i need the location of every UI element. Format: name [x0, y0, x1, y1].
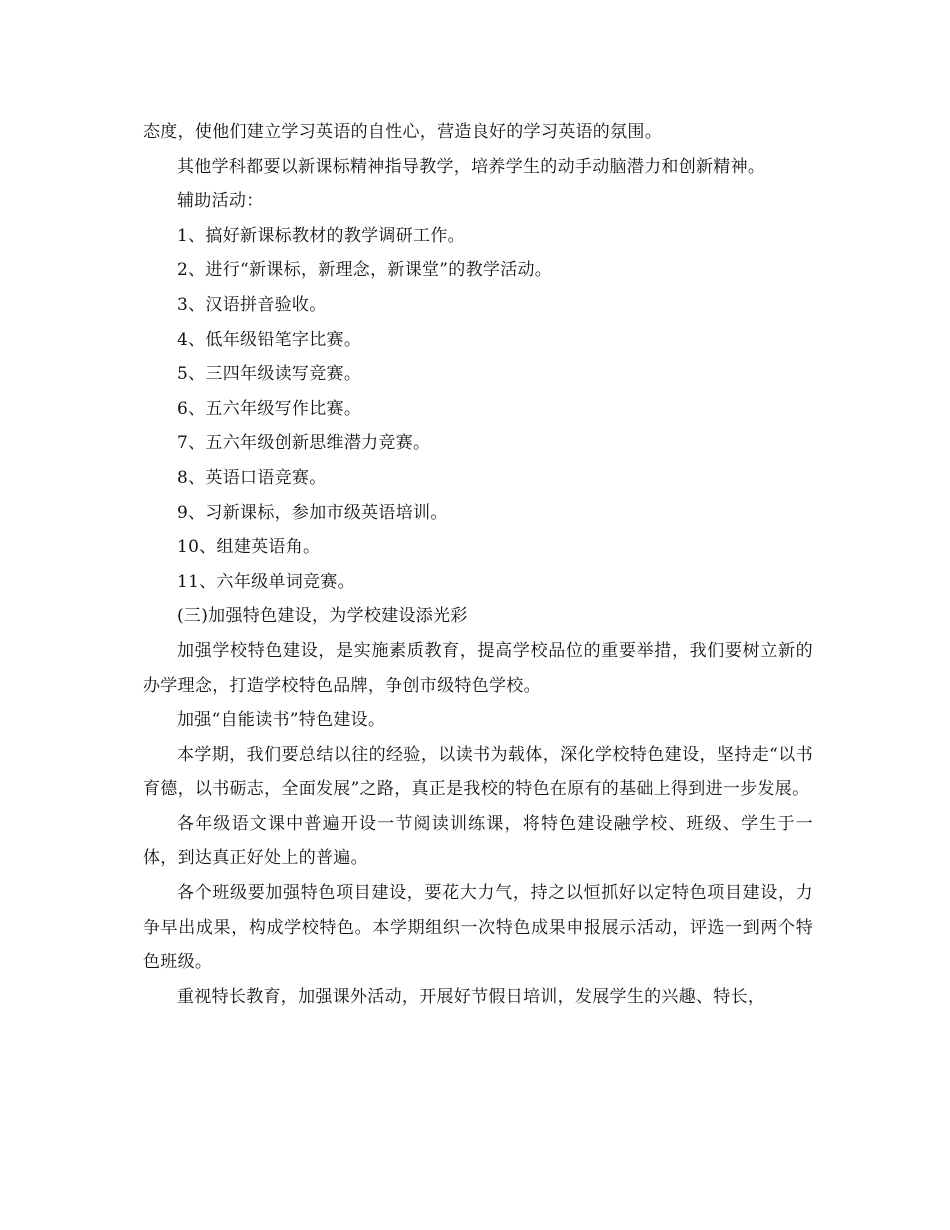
paragraph-5: 本学期，我们要总结以往的经验，以读书为载体，深化学校特色建设，坚持走“以书育德，以书砺志，全面发展”之路，真正是我校的特色在原有的基础上得到进一步发展。 — [143, 744, 813, 800]
list-item-5: 5、三四年级读写竞赛。 — [177, 364, 362, 385]
list-item-2: 2、进行“新课标，新理念，新课堂”的教学活动。 — [177, 260, 553, 281]
section-heading: (三)加强特色建设，为学校建设添光彩 — [177, 606, 468, 627]
paragraph-6: 各年级语文课中普遍开设一节阅读训练课，将特色建设融学校、班级、学生于一体，到达真正好处上的普遍。 — [143, 813, 813, 869]
list-item-7: 7、五六年级创新思维潜力竞赛。 — [177, 433, 431, 454]
list-item-1: 1、搞好新课标教材的教学调研工作。 — [177, 225, 465, 246]
list-item-3: 3、汉语拼音验收。 — [177, 294, 327, 315]
list-item-8: 8、英语口语竞赛。 — [177, 467, 327, 488]
list-item-9: 9、习新课标，参加市级英语培训。 — [177, 502, 448, 523]
paragraph-1: 态度，使他们建立学习英语的自性心，营造良好的学习英语的氛围。 — [143, 122, 662, 142]
paragraph-4: 加强“自能读书”特色建设。 — [177, 710, 386, 731]
paragraph-auxiliary-heading: 辅助活动： — [177, 191, 264, 212]
list-item-6: 6、五六年级写作比赛。 — [177, 398, 362, 419]
list-item-10: 10、组建英语角。 — [177, 537, 321, 558]
paragraph-2: 其他学科都要以新课标精神指导教学，培养学生的动手动脑潜力和创新精神。 — [177, 156, 766, 177]
paragraph-8: 重视特长教育，加强课外活动，开展好节假日培训，发展学生的兴趣、特长， — [177, 986, 766, 1007]
paragraph-3: 加强学校特色建设，是实施素质教育，提高学校品位的重要举措，我们要树立新的办学理念，打造学校特色品牌，争创市级特色学校。 — [143, 640, 813, 696]
list-item-4: 4、低年级铅笔字比赛。 — [177, 329, 362, 350]
document-body — [143, 115, 813, 1014]
paragraph-7: 各个班级要加强特色项目建设，要花大力气，持之以恒抓好以定特色项目建设，力争早出成果，构成学校特色。本学期组织一次特色成果申报展示活动，评选一到两个特色班级。 — [143, 883, 813, 973]
list-item-11: 11、六年级单词竞赛。 — [177, 571, 355, 592]
